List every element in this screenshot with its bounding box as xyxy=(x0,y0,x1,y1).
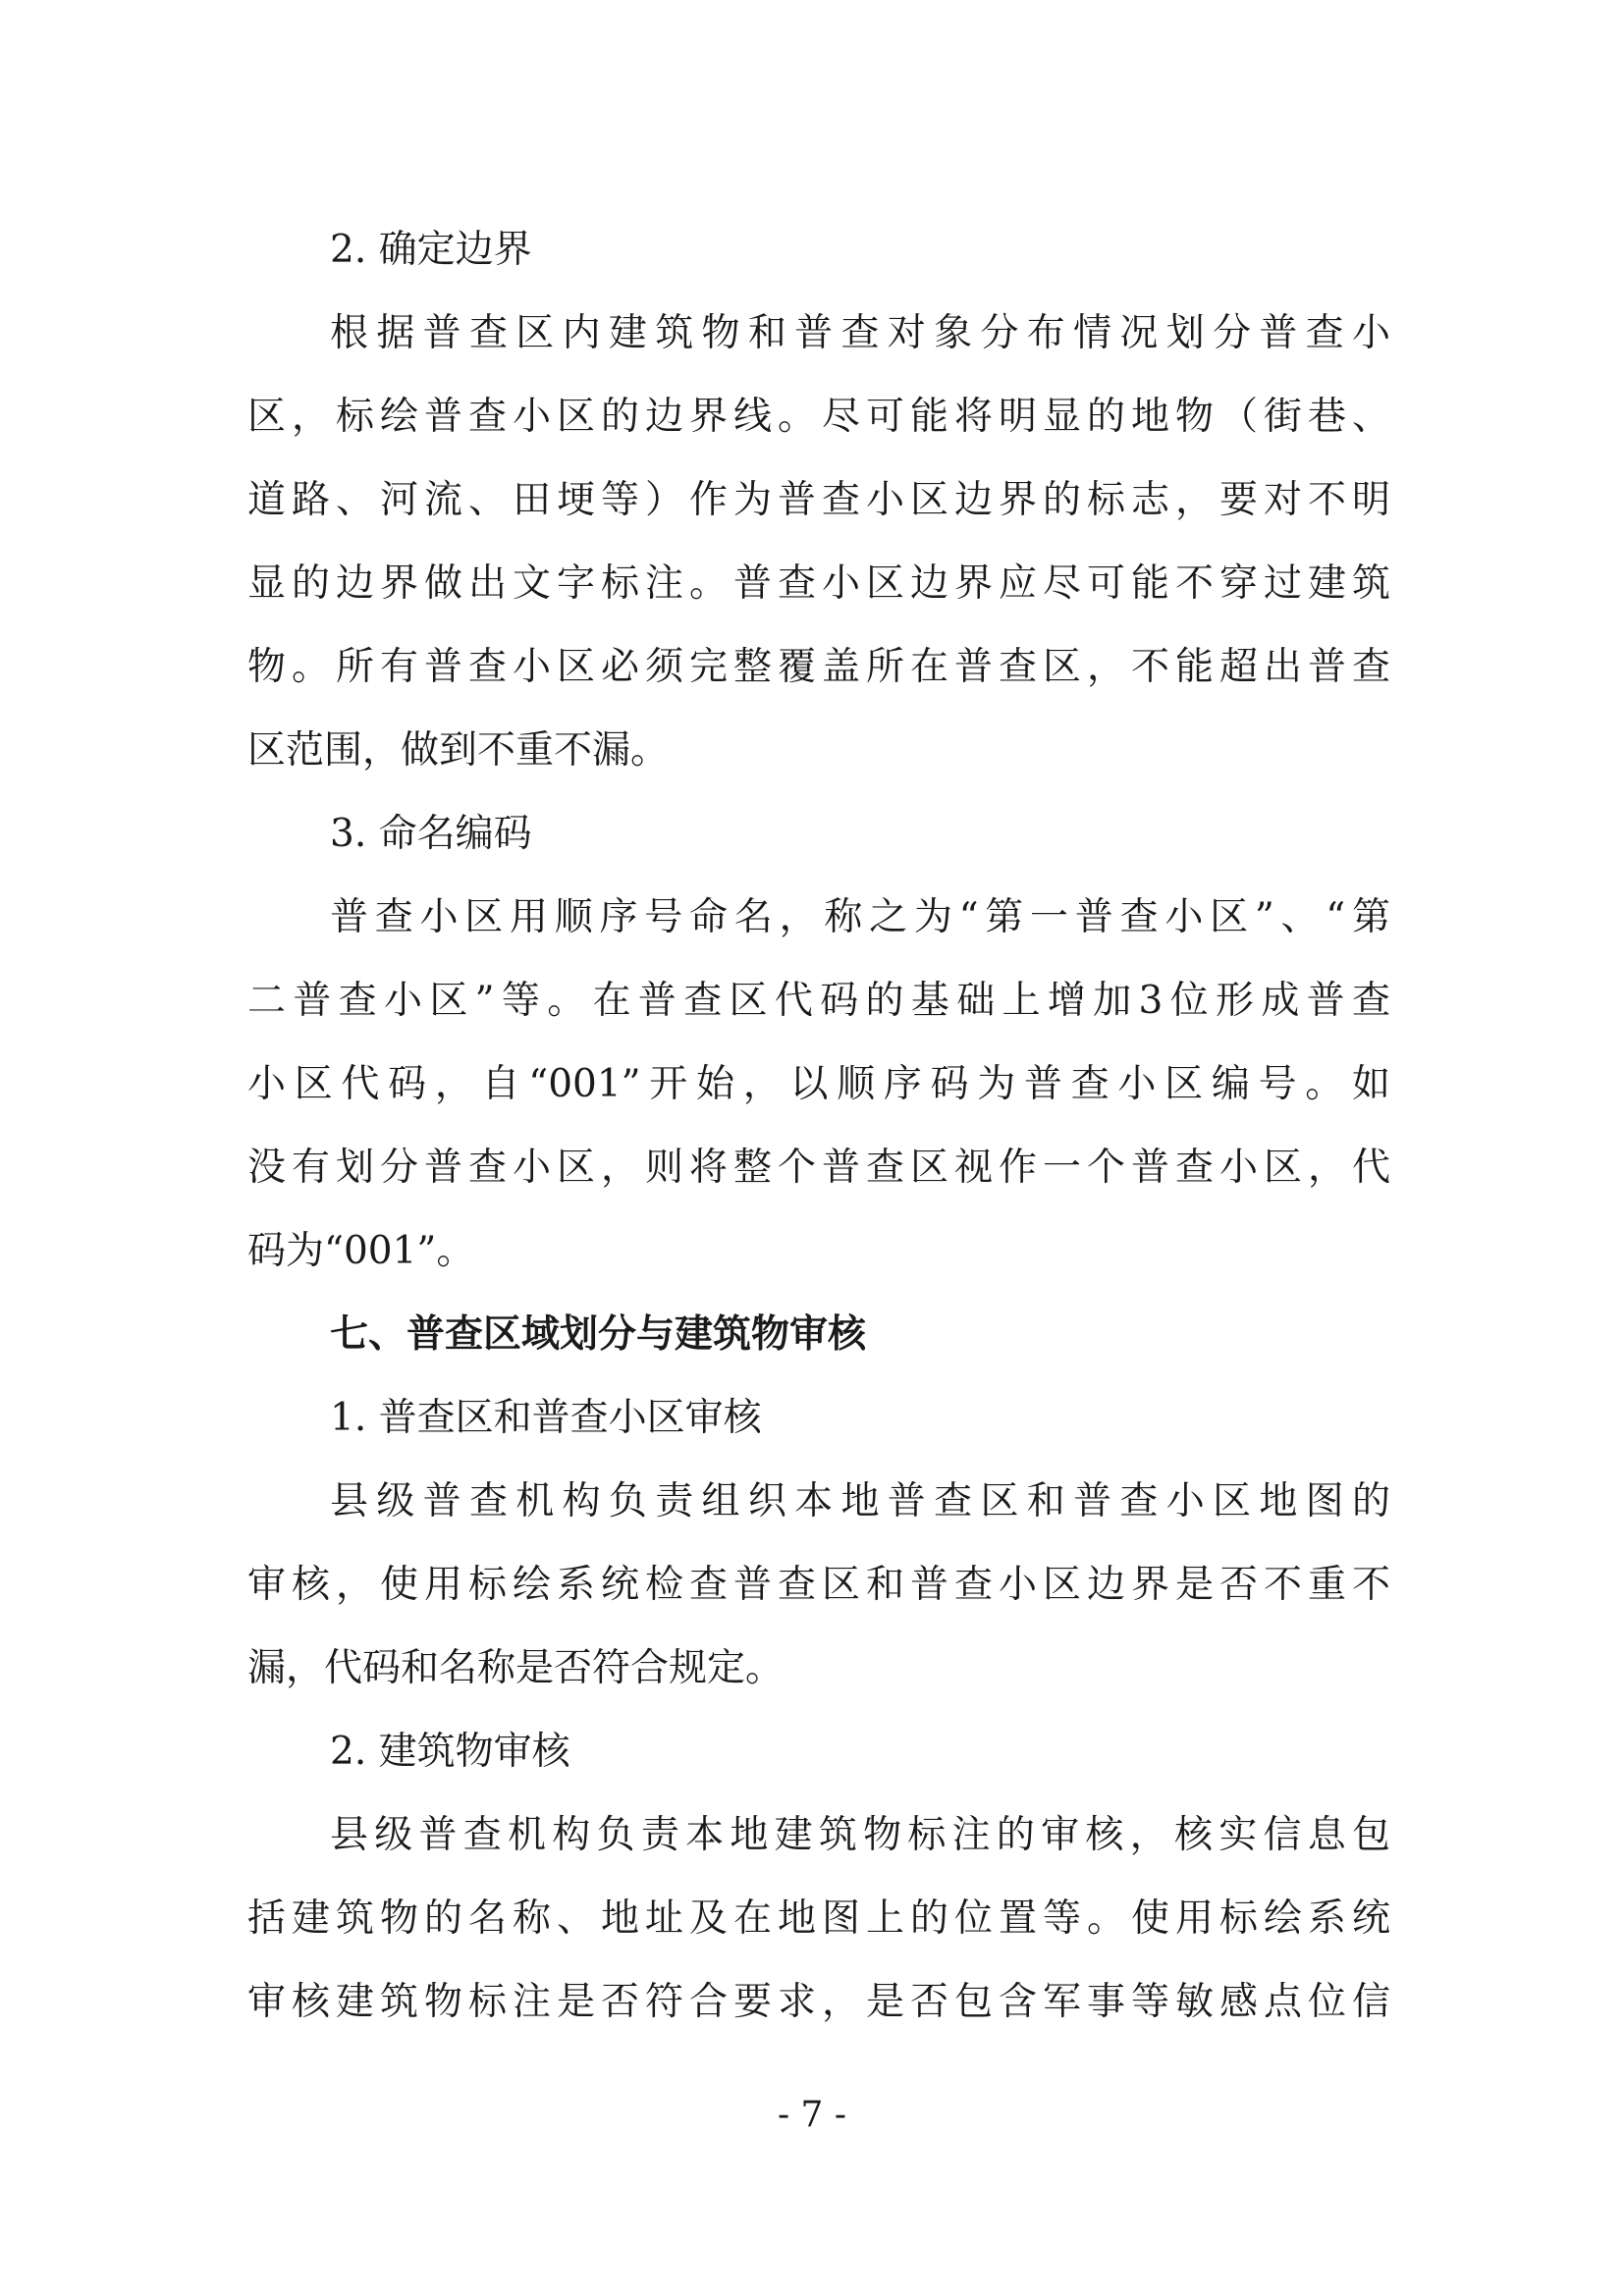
subheading-area-review: 1. 普查区和普查小区审核 xyxy=(330,1396,762,1440)
section-heading: 七、普查区域划分与建筑物审核 xyxy=(330,1311,867,1357)
subheading-naming-coding: 3. 命名编码 xyxy=(330,812,532,856)
paragraph-line: 码为“001”。 xyxy=(247,1229,475,1273)
paragraph-line: 二普查小区”等。在普查区代码的基础上增加3位形成普查 xyxy=(247,979,1390,1023)
paragraph-line: 审核建筑物标注是否符合要求，是否包含军事等敏感点位信 xyxy=(247,1980,1390,2024)
subheading-determine-boundary: 2. 确定边界 xyxy=(330,228,532,272)
paragraph-line: 漏，代码和名称是否符合规定。 xyxy=(247,1646,785,1690)
paragraph-line: 根据普查区内建筑物和普查对象分布情况划分普查小 xyxy=(330,311,1390,355)
paragraph-line: 小区代码，自“001”开始，以顺序码为普查小区编号。如 xyxy=(247,1062,1390,1106)
page-number: - 7 - xyxy=(777,2095,847,2135)
paragraph-line: 括建筑物的名称、地址及在地图上的位置等。使用标绘系统 xyxy=(247,1896,1390,1941)
paragraph-line: 没有划分普查小区，则将整个普查区视作一个普查小区，代 xyxy=(247,1146,1390,1190)
paragraph-line: 县级普查机构负责组织本地普查区和普查小区地图的 xyxy=(330,1479,1390,1523)
paragraph-line: 普查小区用顺序号命名，称之为“第一普查小区”、“第 xyxy=(330,895,1390,939)
paragraph-line: 审核，使用标绘系统检查普查区和普查小区边界是否不重不 xyxy=(247,1563,1390,1607)
paragraph-line: 区，标绘普查小区的边界线。尽可能将明显的地物（街巷、 xyxy=(247,395,1390,439)
paragraph-line: 县级普查机构负责本地建筑物标注的审核，核实信息包 xyxy=(330,1813,1390,1857)
document-body xyxy=(247,208,1390,2044)
subheading-building-review: 2. 建筑物审核 xyxy=(330,1730,570,1774)
paragraph-line: 物。所有普查小区必须完整覆盖所在普查区，不能超出普查 xyxy=(247,645,1390,689)
paragraph-line: 显的边界做出文字标注。普查小区边界应尽可能不穿过建筑 xyxy=(247,561,1390,606)
paragraph-line: 区范围，做到不重不漏。 xyxy=(247,728,670,773)
paragraph-line: 道路、河流、田埂等）作为普查小区边界的标志，要对不明 xyxy=(247,478,1390,522)
